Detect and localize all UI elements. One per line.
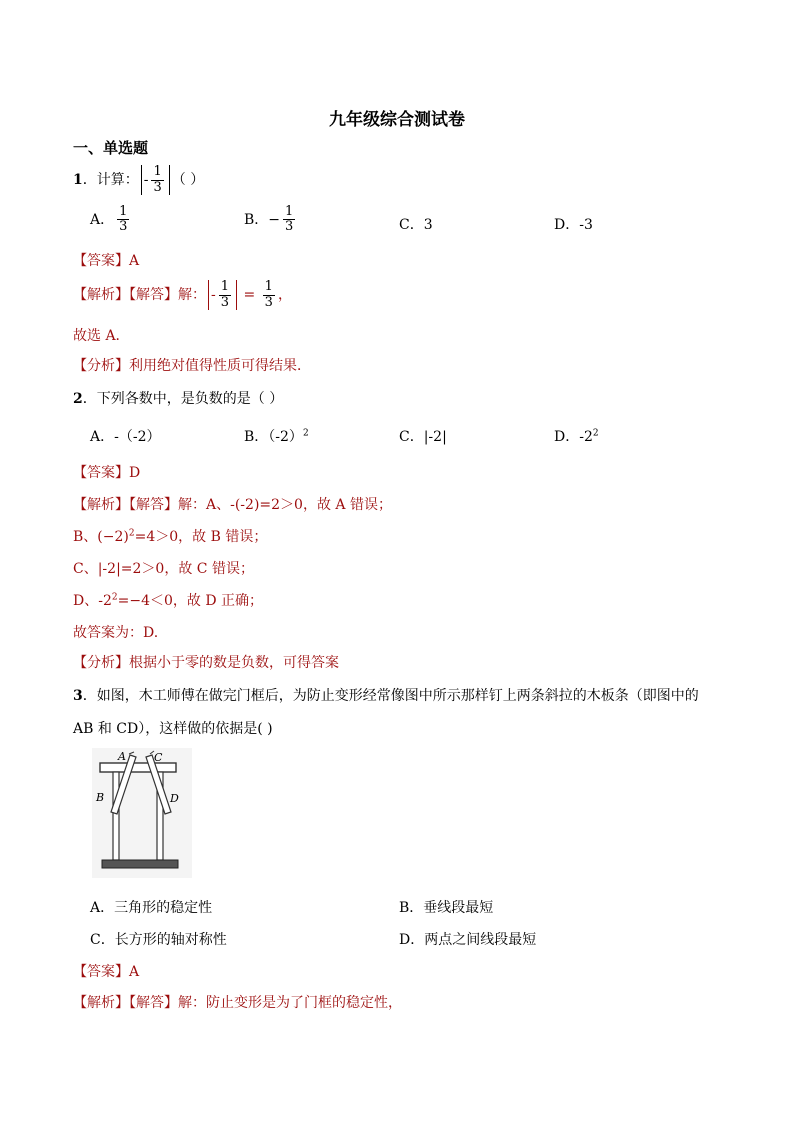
question-3-stem-1: 3．如图，木工师傅在做完门框后，为防止变形经常像图中所示那样钉上两条斜拉的木板条（即图中的	[73, 688, 699, 704]
q1-option-d: D．-3	[554, 217, 593, 233]
q1-option-c: C．3	[399, 217, 433, 233]
question-text: ．计算：	[82, 172, 139, 188]
q2-option-c: C．|-2|	[399, 429, 447, 445]
q2-note: 【分析】根据小于零的数是负数，可得答案	[73, 655, 339, 671]
question-1-stem: 1．计算： - $\frac{1}{3}$ （ ）	[73, 164, 205, 195]
q2-option-a: A．-（-2）	[90, 429, 161, 445]
q2-analysis-3: C、|-2|=2＞0，故 C 错误；	[73, 561, 254, 577]
question-2-stem: 2．下列各数中，是负数的是（ ）	[73, 391, 284, 407]
abs-bar	[169, 165, 170, 195]
q3-answer: 【答案】A	[73, 964, 140, 980]
q2-analysis-4: D、$-2^2=-4<0$，故 D 正确；	[73, 592, 264, 609]
q2-option-d: D．$-2^2$	[554, 428, 599, 445]
q1-answer: 【答案】A	[73, 253, 140, 269]
q3-analysis: 【解析】【解答】解：防止变形是为了门框的稳定性，	[73, 995, 402, 1011]
abs-bar	[141, 165, 142, 195]
q2-answer: 【答案】D	[73, 465, 141, 481]
door-frame-figure	[92, 748, 192, 878]
label-d: D	[170, 792, 179, 805]
q1-option-b: B．− $\frac{1}{3}$	[244, 204, 294, 235]
label-a: A	[118, 750, 126, 763]
question-number: 1	[73, 172, 83, 188]
q2-analysis-1: 【解析】【解答】解：A、-(-2)=2＞0，故 A 错误；	[73, 497, 392, 513]
q2-option-b: B．$(-2)^2$	[244, 428, 309, 445]
label-c: C	[154, 751, 163, 764]
q1-conclusion: 故选 A．	[73, 328, 130, 344]
section-heading: 一、单选题	[73, 139, 149, 157]
q2-conclusion: 故答案为：D.	[73, 625, 159, 641]
q1-note: 【分析】利用绝对值得性质可得结果．	[73, 358, 311, 374]
label-b: B	[96, 791, 105, 804]
question-3-stem-2: AB 和 CD），这样做的依据是( )	[73, 721, 273, 737]
q2-analysis-2: B、$(-2)^2=4>0$，故 B 错误；	[73, 528, 268, 545]
q1-analysis: 【解析】【解答】解： - $\frac{1}{3}$ = $\frac{1}{3}$ ，	[73, 279, 292, 310]
q3-option-d: D．两点之间线段最短	[399, 932, 537, 948]
q3-option-a: A．三角形的稳定性	[90, 900, 213, 916]
fraction: $\frac{1}{3}$	[153, 164, 162, 195]
q3-option-b: B．垂线段最短	[399, 900, 494, 916]
question-paren: （ ）	[171, 172, 205, 188]
page-title: 九年级综合测试卷	[329, 110, 465, 130]
q3-option-c: C．长方形的轴对称性	[90, 932, 227, 948]
q1-option-a: A． $\frac{1}{3}$	[90, 204, 128, 235]
